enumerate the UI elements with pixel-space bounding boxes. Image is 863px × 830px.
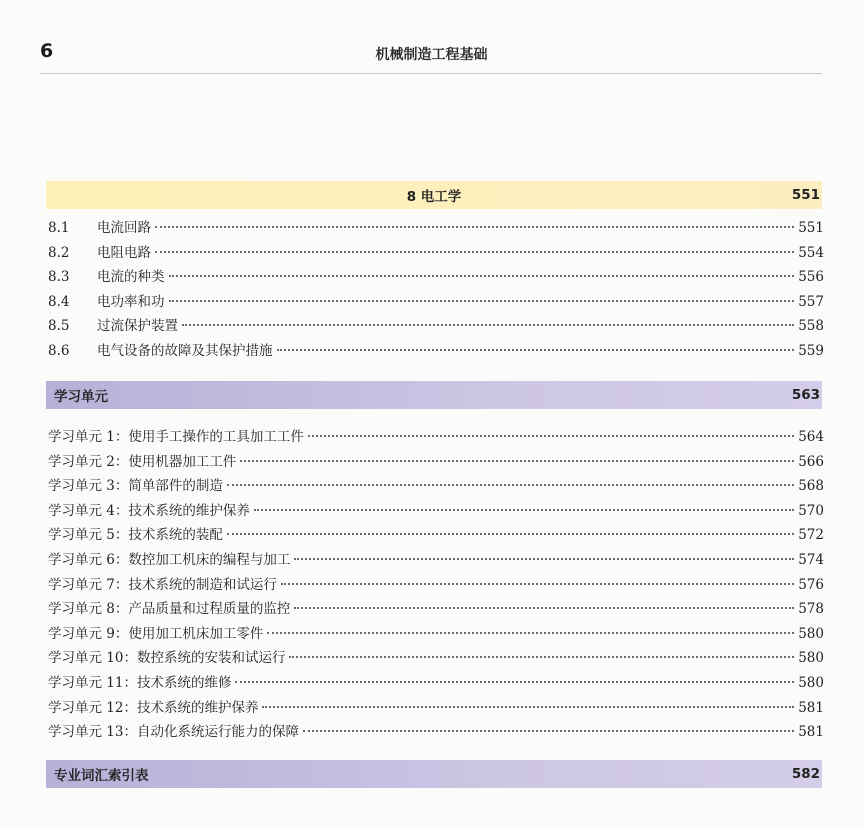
dot-leader xyxy=(155,226,794,228)
toc-entry-page: 576 xyxy=(798,576,824,593)
toc-entry-page: 566 xyxy=(798,453,824,470)
toc-entry-number: 8.1 xyxy=(48,220,70,236)
toc-entry-page: 556 xyxy=(798,269,824,286)
toc-entry-title: 电流回路 xyxy=(97,220,151,236)
toc-entry[interactable] xyxy=(48,696,824,721)
toc-entry[interactable] xyxy=(48,671,824,696)
toc-entry-page: 580 xyxy=(798,625,824,642)
running-title: 机械制造工程基础 xyxy=(375,47,488,63)
dot-leader xyxy=(303,730,794,732)
toc-entry-page: 554 xyxy=(798,244,824,261)
toc-entry[interactable] xyxy=(48,622,824,647)
toc-entry-title: 学习单元 9：使用加工机床加工零件 xyxy=(48,625,264,642)
toc-entry[interactable] xyxy=(48,339,824,364)
learning-units-toc xyxy=(48,425,824,745)
toc-entry-page: 558 xyxy=(798,318,824,335)
toc-entry[interactable] xyxy=(48,314,824,339)
dot-leader xyxy=(169,300,795,302)
toc-entry[interactable] xyxy=(48,450,824,475)
toc-entry-page: 581 xyxy=(798,699,824,716)
toc-entry[interactable] xyxy=(48,425,824,450)
glossary-label: 专业词汇索引表 xyxy=(54,768,149,784)
toc-entry-title: 学习单元 7：技术系统的制造和试运行 xyxy=(48,576,277,593)
toc-entry[interactable] xyxy=(48,499,824,524)
dot-leader xyxy=(294,558,794,560)
toc-entry-page: 564 xyxy=(798,429,824,445)
toc-entry-title: 学习单元 6：数控加工机床的编程与加工 xyxy=(48,551,291,568)
dot-leader xyxy=(169,275,795,277)
header-rule xyxy=(40,73,822,74)
toc-entry-page: 570 xyxy=(798,502,824,519)
dot-leader xyxy=(227,484,794,486)
toc-entry[interactable] xyxy=(48,241,824,266)
toc-entry-title: 电阻电路 xyxy=(97,244,151,261)
chapter-8-page: 551 xyxy=(791,187,820,203)
dot-leader xyxy=(308,435,794,437)
dot-leader xyxy=(182,324,794,326)
toc-entry-title: 学习单元 2：使用机器加工工件 xyxy=(48,453,237,470)
dot-leader xyxy=(235,681,794,683)
toc-entry[interactable] xyxy=(48,523,824,548)
toc-entry-title: 学习单元 13：自动化系统运行能力的保障 xyxy=(48,724,299,741)
dot-leader xyxy=(277,349,795,351)
toc-entry-page: 574 xyxy=(798,551,824,568)
toc-entry-page: 572 xyxy=(798,527,824,544)
toc-entry-title: 学习单元 12：技术系统的维护保养 xyxy=(48,699,259,716)
toc-entry-title: 学习单元 3：简单部件的制造 xyxy=(48,478,223,495)
toc-entry[interactable] xyxy=(48,548,824,573)
chapter-8-toc xyxy=(48,216,824,364)
toc-entry[interactable] xyxy=(48,573,824,598)
toc-entry[interactable] xyxy=(48,265,824,290)
toc-entry-page: 551 xyxy=(798,220,824,236)
toc-entry-page: 559 xyxy=(798,342,824,359)
toc-entry-number: 8.3 xyxy=(48,269,70,286)
toc-entry-page: 568 xyxy=(798,478,824,495)
toc-entry-title: 电气设备的故障及其保护措施 xyxy=(97,342,273,359)
toc-entry[interactable] xyxy=(48,597,824,622)
toc-entry-number: 8.5 xyxy=(48,318,70,335)
toc-entry-title: 学习单元 1：使用手工操作的工具加工工件 xyxy=(48,429,304,445)
glossary-page: 582 xyxy=(791,766,820,782)
toc-entry-page: 580 xyxy=(798,650,824,667)
dot-leader xyxy=(254,509,794,511)
toc-entry[interactable] xyxy=(48,290,824,315)
toc-entry-title: 学习单元 5：技术系统的装配 xyxy=(48,527,223,544)
toc-entry-title: 学习单元 4：技术系统的维护保养 xyxy=(48,502,250,519)
dot-leader xyxy=(294,607,794,609)
dot-leader xyxy=(240,460,794,462)
toc-entry-page: 557 xyxy=(798,293,824,310)
toc-entry-title: 电流的种类 xyxy=(97,269,165,286)
learning-units-page: 563 xyxy=(791,387,820,403)
toc-entry-number: 8.2 xyxy=(48,244,70,261)
dot-leader xyxy=(289,656,794,658)
chapter-8-heading-band xyxy=(46,181,822,209)
toc-entry-page: 580 xyxy=(798,674,824,691)
toc-entry-page: 581 xyxy=(798,724,824,741)
toc-entry-title: 学习单元 8：产品质量和过程质量的监控 xyxy=(48,601,291,618)
dot-leader xyxy=(267,632,794,634)
toc-entry-title: 学习单元 11：技术系统的维修 xyxy=(48,674,232,691)
toc-entry[interactable] xyxy=(48,646,824,671)
toc-entry[interactable] xyxy=(48,216,824,241)
dot-leader xyxy=(227,533,794,535)
toc-entry-title: 电功率和功 xyxy=(97,293,165,310)
dot-leader xyxy=(281,583,794,585)
glossary-heading-band xyxy=(46,760,822,788)
chapter-8-title: 8 电工学 xyxy=(406,189,462,205)
learning-units-label: 学习单元 xyxy=(54,389,108,405)
toc-entry-number: 8.6 xyxy=(48,342,70,359)
toc-entry-page: 578 xyxy=(798,601,824,618)
dot-leader xyxy=(155,251,794,253)
toc-entry[interactable] xyxy=(48,474,824,499)
toc-entry-number: 8.4 xyxy=(48,293,70,310)
toc-entry-title: 过流保护装置 xyxy=(97,318,178,335)
page-number: 6 xyxy=(40,40,54,62)
toc-entry[interactable] xyxy=(48,720,824,745)
learning-units-heading-band xyxy=(46,381,822,409)
dot-leader xyxy=(262,706,794,708)
toc-entry-title: 学习单元 10：数控系统的安装和试运行 xyxy=(48,650,286,667)
